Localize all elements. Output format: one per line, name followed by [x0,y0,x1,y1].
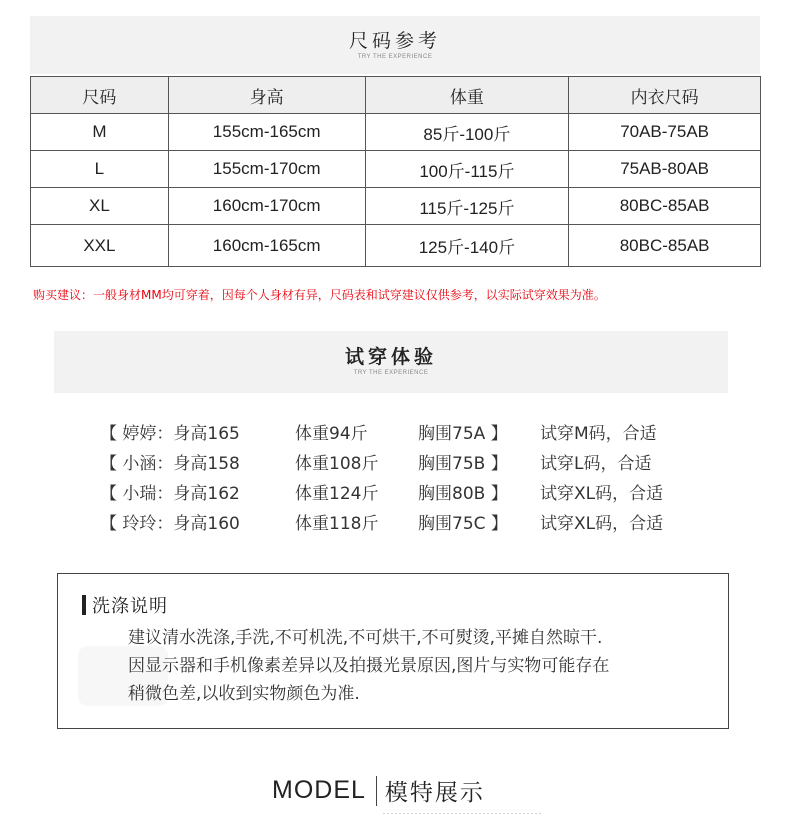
tryon-result: 试穿M码，合适 [540,424,657,444]
tryon-name-height: 【 小瑞：身高162 [100,484,240,504]
list-item [100,415,700,445]
model-heading [272,774,485,807]
list-item [100,475,700,505]
table-row [31,114,761,151]
cell-bra-size: 80BC-85AB [569,188,761,225]
model-divider [376,776,377,806]
cell-size: L [31,151,169,188]
cell-size: XXL [31,225,169,267]
title-bar-marker [82,595,86,615]
tryon-bust: 胸围75B 】 [418,454,508,474]
cell-weight: 125斤-140斤 [365,225,569,267]
tryon-list [100,415,700,535]
cell-height: 160cm-170cm [168,188,365,225]
tryon-weight: 体重108斤 [295,454,379,474]
size-table [30,76,761,267]
list-item [100,445,700,475]
tryon-name-height: 【 婷婷：身高165 [100,424,240,444]
header-bra-size: 内衣尺码 [569,77,761,114]
cell-bra-size: 70AB-75AB [569,114,761,151]
tryon-title: 试穿体验 [344,346,437,368]
cell-size: M [31,114,169,151]
cell-weight: 100斤-115斤 [365,151,569,188]
cell-height: 155cm-170cm [168,151,365,188]
tryon-result: 试穿L码，合适 [540,454,652,474]
cell-height: 155cm-165cm [168,114,365,151]
tryon-header [54,331,728,393]
cell-weight: 115斤-125斤 [365,188,569,225]
size-chart-subtitle: TRY THE EXPERIENCE [357,54,433,60]
washing-title: 洗涤说明 [92,596,168,617]
tryon-weight: 体重124斤 [295,484,379,504]
size-table-header-row [31,77,761,114]
table-row [31,188,761,225]
tryon-bust: 胸围75A 】 [418,424,508,444]
washing-line: 建议清水洗涤,手洗,不可机洗,不可烘干,不可熨烫,平摊自然晾干. [128,628,603,648]
model-english-label: MODEL [272,776,366,804]
header-size: 尺码 [31,77,169,114]
washing-instructions-box [57,573,729,729]
tryon-result: 试穿XL码，合适 [540,484,664,504]
cell-height: 160cm-165cm [168,225,365,267]
cell-weight: 85斤-100斤 [365,114,569,151]
tryon-bust: 胸围80B 】 [418,484,508,504]
purchase-advice: 购买建议：一般身材MM均可穿着，因每个人身材有异，尺码表和试穿建议仅供参考，以实际试穿效果为准。 [33,288,606,302]
washing-text [128,624,609,708]
header-weight: 体重 [365,77,569,114]
tryon-bust: 胸围75C 】 [418,514,508,534]
size-chart-header [30,16,760,74]
table-row [31,151,761,188]
decorative-dots [382,812,542,815]
cell-size: XL [31,188,169,225]
cell-bra-size: 75AB-80AB [569,151,761,188]
tryon-weight: 体重94斤 [295,424,368,444]
tryon-name-height: 【 小涵：身高158 [100,454,240,474]
size-chart-title: 尺码参考 [348,30,441,52]
washing-header [82,592,168,618]
tryon-subtitle: TRY THE EXPERIENCE [353,370,429,376]
table-row [31,225,761,267]
washing-line: 因显示器和手机像素差异以及拍摄光景原因,图片与实物可能存在 [128,656,610,676]
tryon-name-height: 【 玲玲：身高160 [100,514,240,534]
cell-bra-size: 80BC-85AB [569,225,761,267]
list-item [100,505,700,535]
washing-line: 稍微色差,以收到实物颜色为准. [128,684,360,704]
model-chinese-label: 模特展示 [384,780,485,806]
header-height: 身高 [168,77,365,114]
tryon-weight: 体重118斤 [295,514,379,534]
tryon-result: 试穿XL码，合适 [540,514,664,534]
